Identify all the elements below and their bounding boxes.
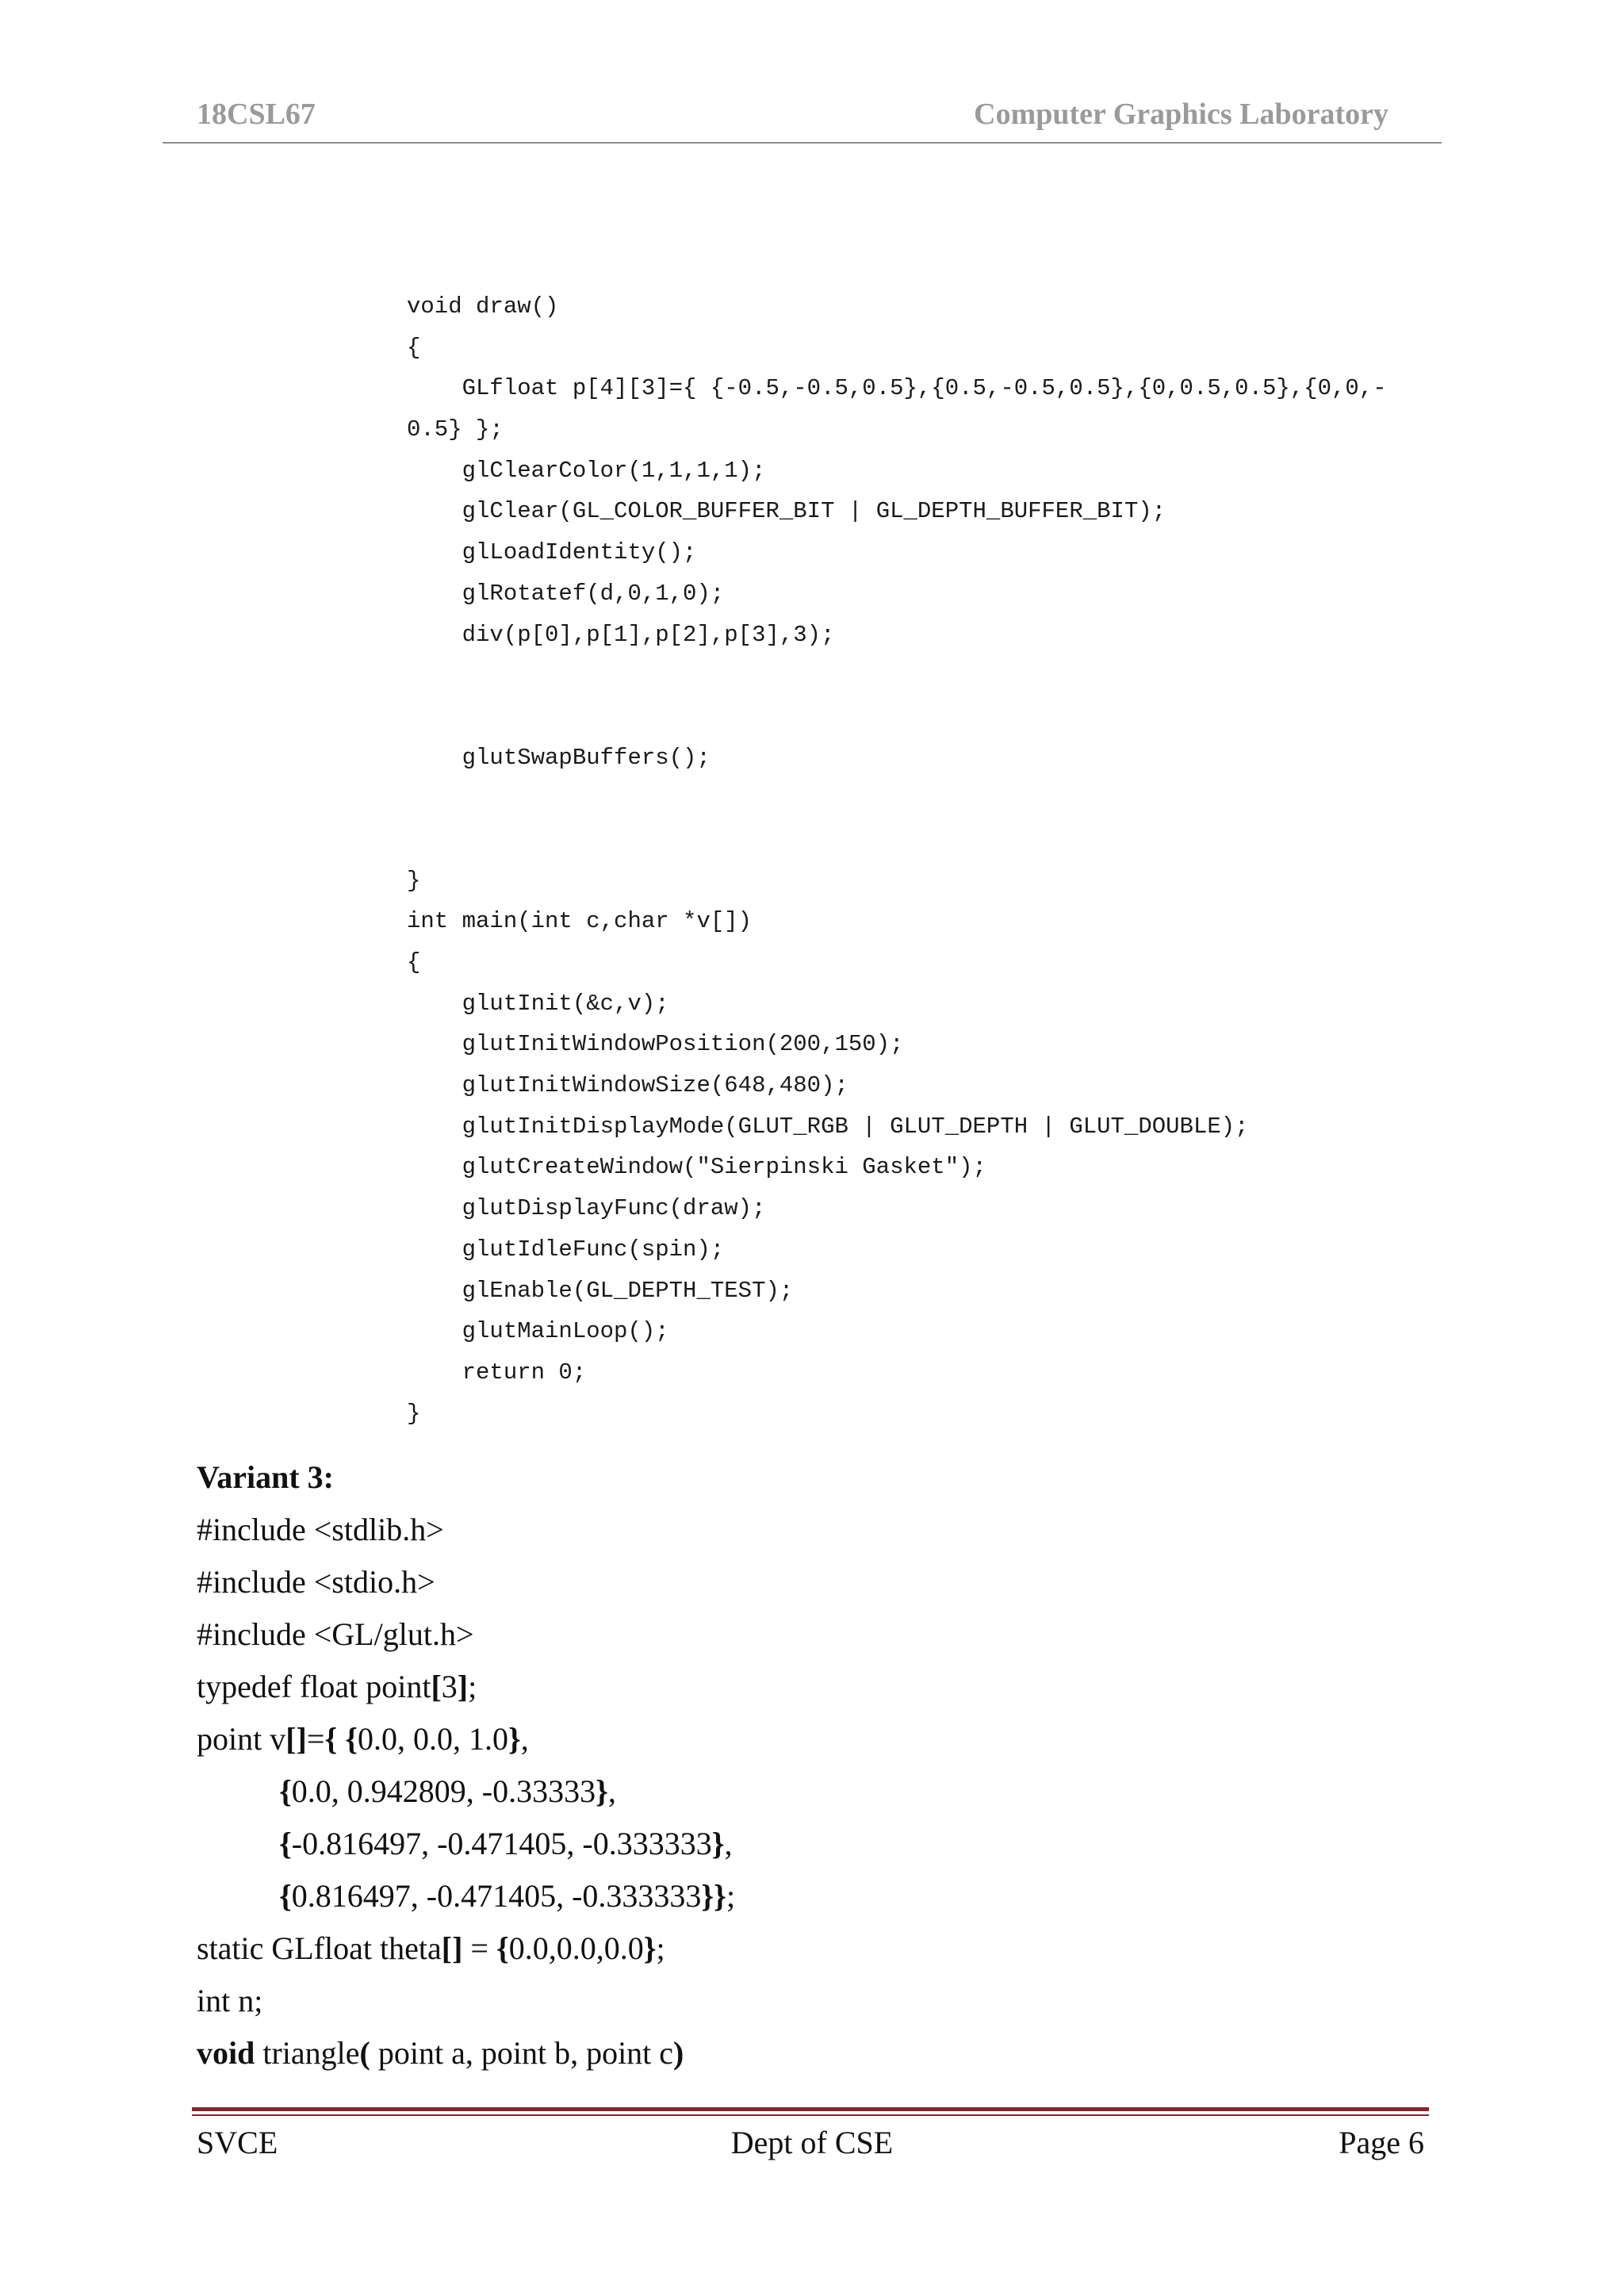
source-line xyxy=(197,1818,1465,1870)
source-line xyxy=(197,1713,1465,1765)
bold-token: [ xyxy=(431,1669,442,1704)
code-line: glRotatef(d,0,1,0); xyxy=(407,580,725,607)
bold-token: } xyxy=(596,1773,608,1809)
code-line: { xyxy=(407,949,421,976)
footer-divider-thick xyxy=(192,2107,1429,2111)
source-line xyxy=(197,1765,1465,1818)
bold-token: { xyxy=(496,1930,509,1966)
source-line xyxy=(197,1608,1465,1661)
bold-token: } xyxy=(508,1721,521,1757)
code-line: } xyxy=(407,867,421,894)
code-line: glClearColor(1,1,1,1); xyxy=(407,457,766,484)
code-line xyxy=(407,655,1461,696)
text-token: = xyxy=(462,1930,496,1966)
header-lab-title: Computer Graphics Laboratory xyxy=(974,98,1388,131)
text-token: #include <GL/glut.h> xyxy=(197,1616,474,1652)
code-line: glutInitWindowSize(648,480); xyxy=(407,1072,848,1099)
code-line: glutMainLoop(); xyxy=(407,1318,669,1345)
code-line: glutCreateWindow("Sierpinski Gasket"); xyxy=(407,1154,986,1181)
code-line xyxy=(407,819,1461,861)
source-line xyxy=(197,2027,1465,2079)
text-token: int n; xyxy=(197,1983,263,2018)
text-token: ; xyxy=(468,1669,477,1704)
text-token: = xyxy=(306,1721,325,1757)
code-line: glLoadIdentity(); xyxy=(407,539,697,566)
header-divider xyxy=(163,142,1442,144)
text-token: #include <stdlib.h> xyxy=(197,1512,444,1547)
code-listing xyxy=(407,286,1461,1434)
code-line xyxy=(407,778,1461,819)
bold-token: } xyxy=(711,1826,725,1861)
code-line: glEnable(GL_DEPTH_TEST); xyxy=(407,1277,794,1304)
text-token: 0.0, 0.942809, -0.33333 xyxy=(291,1773,596,1809)
text-token: , xyxy=(607,1773,616,1809)
text-token: #include <stdio.h> xyxy=(197,1564,435,1600)
text-token: ; xyxy=(726,1878,736,1914)
footer-department: Dept of CSE xyxy=(730,2125,894,2160)
text-token: ; xyxy=(656,1930,665,1966)
code-line: GLfloat p[4][3]={ {-0.5,-0.5,0.5},{0.5,-0.5,0.5},{0,0.5,0.5},{0,0,- xyxy=(407,375,1387,402)
bold-token: { xyxy=(279,1773,292,1809)
source-line xyxy=(197,1922,1465,1975)
text-token: triangle xyxy=(255,2035,360,2071)
code-line: } xyxy=(407,1400,421,1427)
code-line: glutIdleFunc(spin); xyxy=(407,1236,725,1263)
header-course-code: 18CSL67 xyxy=(197,98,316,131)
text-token: -0.816497, -0.471405, -0.333333 xyxy=(291,1826,712,1861)
bold-token: ] xyxy=(457,1669,469,1704)
text-token: point a, point b, point c xyxy=(370,2035,674,2071)
code-line: return 0; xyxy=(407,1359,587,1386)
text-token: 0.0, 0.0, 1.0 xyxy=(357,1721,508,1757)
source-line xyxy=(197,1556,1465,1608)
code-line: glClear(GL_COLOR_BUFFER_BIT | GL_DEPTH_BUFFER_BIT); xyxy=(407,498,1166,525)
text-token: 0.816497, -0.471405, -0.333333 xyxy=(291,1878,702,1914)
footer-institution: SVCE xyxy=(197,2125,278,2160)
code-line: glutInitDisplayMode(GLUT_RGB | GLUT_DEPTH | GLUT_DOUBLE); xyxy=(407,1113,1249,1140)
text-token: static GLfloat theta xyxy=(197,1930,442,1966)
code-line: int main(int c,char *v[]) xyxy=(407,908,753,935)
source-line xyxy=(197,1661,1465,1713)
source-line xyxy=(197,1504,1465,1556)
code-line: div(p[0],p[1],p[2],p[3],3); xyxy=(407,621,835,648)
bold-token: }} xyxy=(701,1878,726,1914)
bold-token: { { xyxy=(324,1721,358,1757)
code-line: glutInitWindowPosition(200,150); xyxy=(407,1031,904,1058)
text-token: typedef float point xyxy=(197,1669,431,1704)
bold-token: ) xyxy=(673,2035,684,2071)
variant-heading: Variant 3: xyxy=(197,1459,334,1495)
code-line: void draw() xyxy=(407,293,559,320)
code-line: glutSwapBuffers(); xyxy=(407,744,710,771)
text-token: , xyxy=(724,1826,733,1861)
bold-token: } xyxy=(643,1930,657,1966)
source-line xyxy=(197,1975,1465,2027)
bold-token: { xyxy=(279,1878,292,1914)
code-line: glutInit(&c,v); xyxy=(407,990,669,1017)
footer-divider-thin xyxy=(192,2114,1429,2116)
source-line xyxy=(197,1870,1465,1922)
bold-token: [] xyxy=(285,1721,307,1757)
text-token: point v xyxy=(197,1721,286,1757)
text-token: 3 xyxy=(441,1669,458,1704)
text-token: 0.0,0.0,0.0 xyxy=(508,1930,644,1966)
code-line: { xyxy=(407,334,421,361)
bold-token: ( xyxy=(359,2035,370,2071)
code-line: 0.5} }; xyxy=(407,416,504,443)
variant-section xyxy=(197,1451,1465,2079)
text-token: , xyxy=(520,1721,529,1757)
code-line: glutDisplayFunc(draw); xyxy=(407,1195,766,1222)
bold-token: void xyxy=(197,2035,255,2071)
footer-page-number: Page 6 xyxy=(1339,2125,1424,2160)
bold-token: [] xyxy=(441,1930,463,1966)
code-line xyxy=(407,696,1461,738)
bold-token: { xyxy=(279,1826,292,1861)
